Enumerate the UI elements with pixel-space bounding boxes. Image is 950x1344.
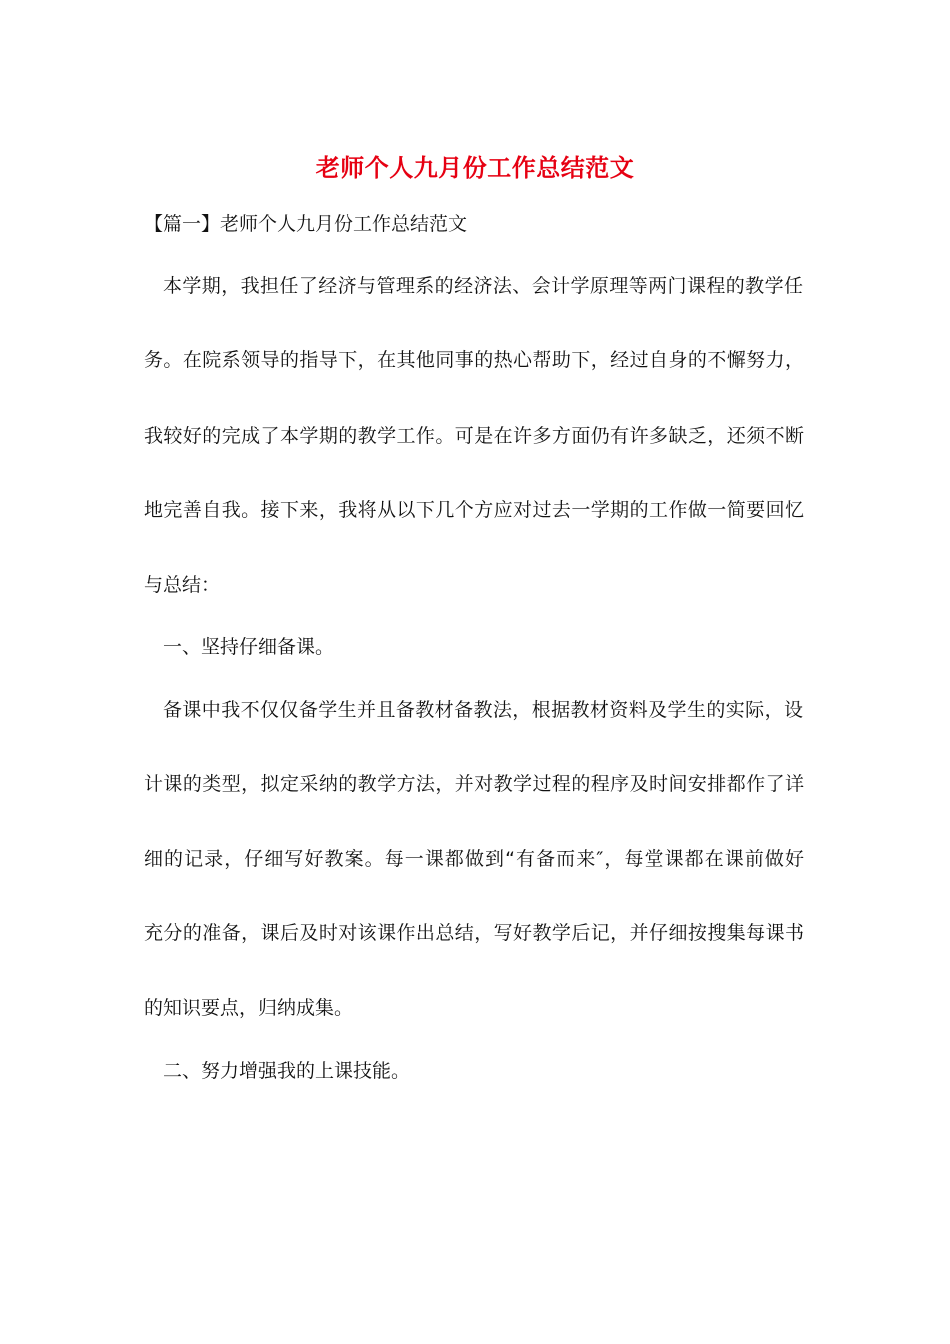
paragraph-line: 计课的类型，拟定采纳的教学方法，并对教学过程的程序及时间安排都作了详 <box>144 773 804 795</box>
document-title: 老师个人九月份工作总结范文 <box>315 153 635 182</box>
paragraph-line: 地完善自我。接下来，我将从以下几个方应对过去一学期的工作做一简要回忆 <box>144 499 804 521</box>
section-heading: 【篇一】老师个人九月份工作总结范文 <box>144 213 468 235</box>
paragraph-line: 备课中我不仅仅备学生并且备教材备教法，根据教材资料及学生的实际，设 <box>163 699 803 721</box>
paragraph-line: 与总结： <box>144 574 221 596</box>
paragraph-line: 的知识要点，归纳成集。 <box>144 997 354 1019</box>
subheading: 二、努力增强我的上课技能。 <box>163 1060 411 1082</box>
paragraph-line: 务。在院系领导的指导下，在其他同事的热心帮助下，经过自身的不懈努力， <box>144 349 804 371</box>
paragraph-line: 细的记录，仔细写好教案。每一课都做到“有备而来″，每堂课都在课前做好 <box>144 848 804 870</box>
paragraph-line: 我较好的完成了本学期的教学工作。可是在许多方面仍有许多缺乏，还须不断 <box>144 425 804 447</box>
subheading: 一、坚持仔细备课。 <box>163 636 335 658</box>
paragraph-line: 本学期，我担任了经济与管理系的经济法、会计学原理等两门课程的教学任 <box>163 275 803 297</box>
paragraph-line: 充分的准备，课后及时对该课作出总结，写好教学后记，并仔细按搜集每课书 <box>144 922 804 944</box>
